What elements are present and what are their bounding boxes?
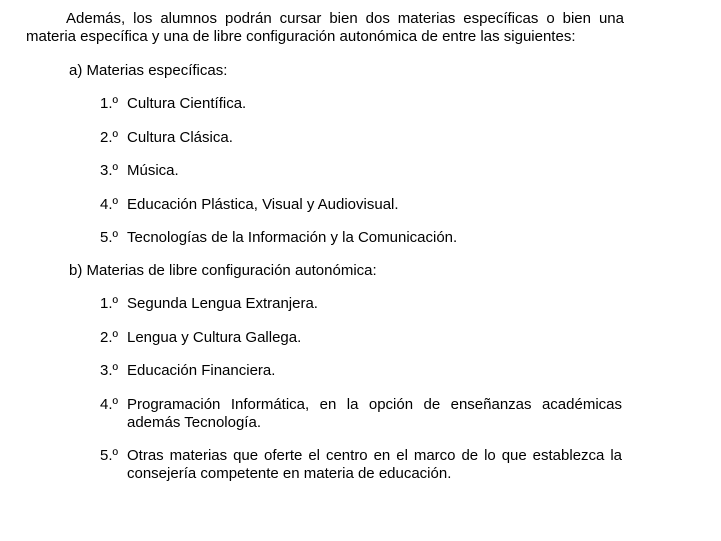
item-number: 3.º [100,362,118,379]
section-b-item [100,396,622,432]
section-a-item [100,95,622,113]
section-a-item [100,129,622,147]
section-b-heading: b) Materias de libre configuración autonómica: [69,262,377,279]
section-a-heading: a) Materias específicas: [69,62,228,79]
item-number: 5.º [100,229,118,246]
item-number: 5.º [100,447,118,464]
item-number: 1.º [100,295,118,312]
item-text: Lengua y Cultura Gallega. [127,329,302,346]
intro-paragraph: Además, los alumnos podrán cursar bien dos materias específicas o bien una materia específica y una de libre configuración autonómica de entre las siguientes: [26,10,624,45]
item-text: Educación Plástica, Visual y Audiovisual. [127,196,399,213]
section-a-item [100,162,622,180]
item-number: 4.º [100,396,118,413]
item-text: Educación Financiera. [127,362,276,379]
item-text: Música. [127,162,179,179]
section-a-item [100,229,622,247]
item-text: Segunda Lengua Extranjera. [127,295,318,312]
section-a-item [100,196,622,214]
item-number: 4.º [100,196,118,213]
section-b-item [100,362,622,380]
item-text: Otras materias que oferte el centro en el marco de lo que establezca la consejería competente en materia de educación. [127,447,622,482]
item-text: Cultura Clásica. [127,129,233,146]
item-number: 3.º [100,162,118,179]
item-text: Tecnologías de la Información y la Comunicación. [127,229,458,246]
item-number: 2.º [100,129,118,146]
section-b-item [100,329,622,347]
section-b-item [100,447,622,483]
item-number: 1.º [100,95,118,112]
item-number: 2.º [100,329,118,346]
item-text: Cultura Científica. [127,95,247,112]
section-b-item [100,295,622,313]
item-text: Programación Informática, en la opción de enseñanzas académicas además Tecnología. [127,396,622,431]
